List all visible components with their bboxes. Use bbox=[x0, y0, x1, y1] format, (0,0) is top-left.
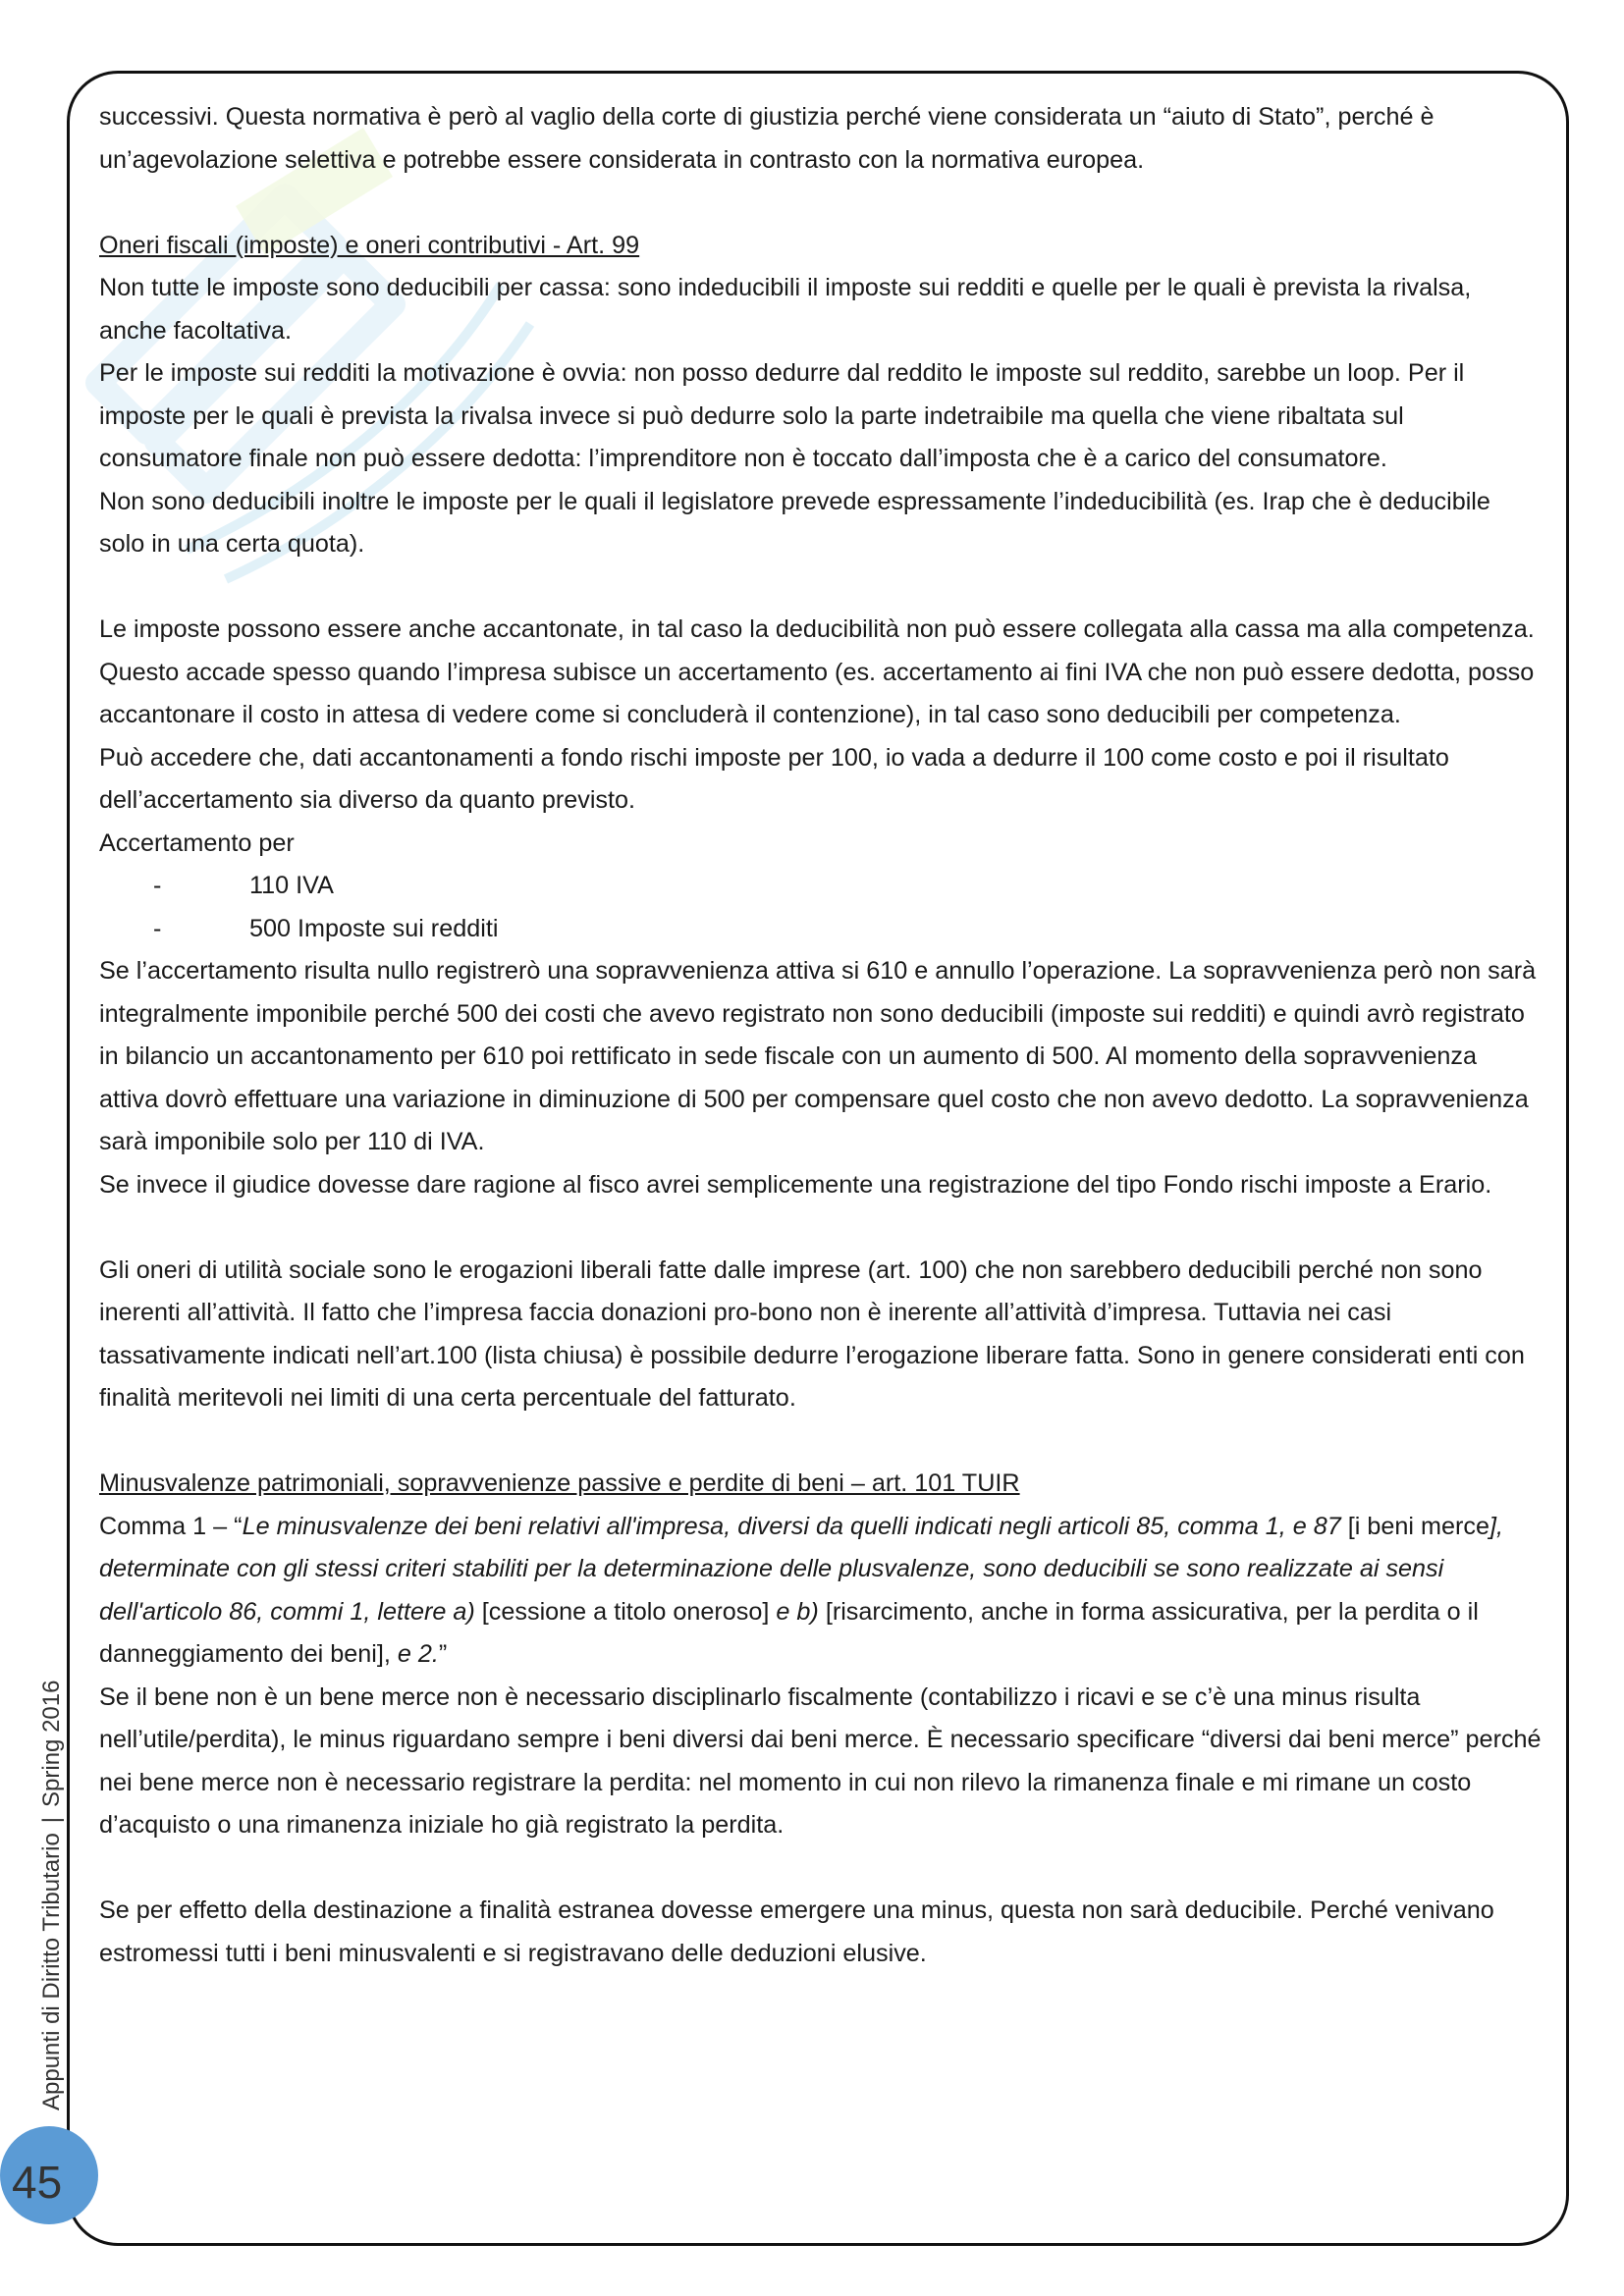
paragraph: Se il bene non è un bene merce non è necessario disciplinarlo fiscalmente (contabilizzo i ricavi e se c’è una minus risulta nell’utile/perdita), le minus riguardano sempre i beni diversi dai beni merce. È necessario specificare “diversi dai beni merce” perché nei bene merce non è necessario registrare la perdita: nel momento in cui non rilevo la rimanenza finale e mi rimane un costo d’acquisto o una rimanenza iniziale ho già registrato la perdita. bbox=[99, 1682, 1542, 1839]
page-content bbox=[99, 96, 1543, 1975]
paragraph: Gli oneri di utilità sociale sono le erogazioni liberali fatte dalle imprese (art. 100) che non sarebbero deducibili perché non sono inerenti all’attività. Il fatto che l’impresa faccia donazioni pro-bono non è inerente all’attività d’impresa. Tuttavia nei casi tassativamente indicati nell’art.100 (lista chiusa) è possibile dedurre l’erogazione liberare fatta. Sono in genere considerati enti con finalità meritevoli nei limiti di una certa percentuale del fatturato. bbox=[99, 1255, 1525, 1412]
paragraph: successivi. Questa normativa è però al vaglio della corte di giustizia perché viene considerata un “aiuto di Stato”, perché è un’agevolazione selettiva e potrebbe essere considerata in contrasto con la normativa europea. bbox=[99, 103, 1435, 174]
accertamento-list bbox=[99, 865, 1543, 950]
paragraph: Accertamento per bbox=[99, 828, 295, 857]
paragraph: Le imposte possono essere anche accantonate, in tal caso la deducibilità non può essere collegata alla cassa ma alla competenza. Questo accade spesso quando l’impresa subisce un accertamento (es. accertamento ai fini IVA che non può essere dedotta, posso accantonare il costo in attesa di vedere come si concluderà il contenzione), in tal caso sono deducibili per competenza. bbox=[99, 615, 1535, 728]
sidebar-separator: | bbox=[38, 1816, 65, 1824]
sidebar-title: Appunti di Diritto Tributario bbox=[38, 1833, 65, 2110]
comma-quote: Comma 1 – “Le minusvalenze dei beni relativi all'impresa, diversi da quelli indicati negli articoli 85, comma 1, e 87 [i beni merce], determinate con gli stessi criteri stabiliti per la determinazione delle plusvalenze, sono deducibili se sono realizzate ai sensi dell'articolo 86, commi 1, lettere a) [cessione a titolo oneroso] e b) [risarcimento, anche in forma assicurativa, per la perdita o il danneggiamento dei beni], e 2.” bbox=[99, 1512, 1503, 1668]
sidebar-season: Spring 2016 bbox=[38, 1680, 65, 1807]
paragraph: Non sono deducibili inoltre le imposte per le quali il legislatore prevede espressamente l’indeducibilità (es. Irap che è deducibile solo in una certa quota). bbox=[99, 487, 1490, 558]
paragraph: Se invece il giudice dovesse dare ragione al fisco avrei semplicemente una registrazione del tipo Fondo rischi imposte a Erario. bbox=[99, 1170, 1492, 1199]
section-heading-minusvalenze: Minusvalenze patrimoniali, sopravvenienze passive e perdite di beni – art. 101 TUIR bbox=[99, 1469, 1020, 1497]
page-number: 45 bbox=[12, 2157, 63, 2208]
paragraph: Se per effetto della destinazione a finalità estranea dovesse emergere una minus, questa non sarà deducibile. Perché venivano estromessi tutti i beni minusvalenti e si registravano delle deduzioni elusive. bbox=[99, 1896, 1494, 1967]
section-heading-oneri-fiscali: Oneri fiscali (imposte) e oneri contributivi - Art. 99 bbox=[99, 231, 640, 259]
list-item: - 110 IVA bbox=[153, 872, 334, 899]
paragraph: Può accedere che, dati accantonamenti a fondo rischi imposte per 100, io vada a dedurre il 100 come costo e poi il risultato dell’accertamento sia diverso da quanto previsto. bbox=[99, 743, 1449, 814]
paragraph: Se l’accertamento risulta nullo registrerò una sopravvenienza attiva si 610 e annullo l’operazione. La sopravvenienza però non sarà integralmente imponibile perché 500 dei costi che avevo registrato non sono deducibili (imposte sui redditi) e quindi avrò registrato in bilancio un accantonamento per 610 poi rettificato in sede fiscale con un aumento di 500. Al momento della sopravvenienza attiva dovrò effettuare una variazione in diminuzione di 500 per compensare quel costo che non avevo dedotto. La sopravvenienza sarà imponibile solo per 110 di IVA. bbox=[99, 957, 1537, 1155]
paragraph: Per le imposte sui redditi la motivazione è ovvia: non posso dedurre dal reddito le imposte sul reddito, sarebbe un loop. Per il imposte per le quali è prevista la rivalsa invece si può dedurre solo la parte indetraibile ma quella che viene ribaltata sul consumatore finale non può essere dedotta: l’imprenditore non è toccato dall’imposta che è a carico del consumatore. bbox=[99, 359, 1465, 472]
list-item: - 500 Imposte sui redditi bbox=[153, 914, 499, 942]
sidebar-label bbox=[16, 1590, 65, 2110]
paragraph: Non tutte le imposte sono deducibili per cassa: sono indeducibili il imposte sui redditi e quelle per le quali è prevista la rivalsa, anche facoltativa. bbox=[99, 274, 1472, 345]
